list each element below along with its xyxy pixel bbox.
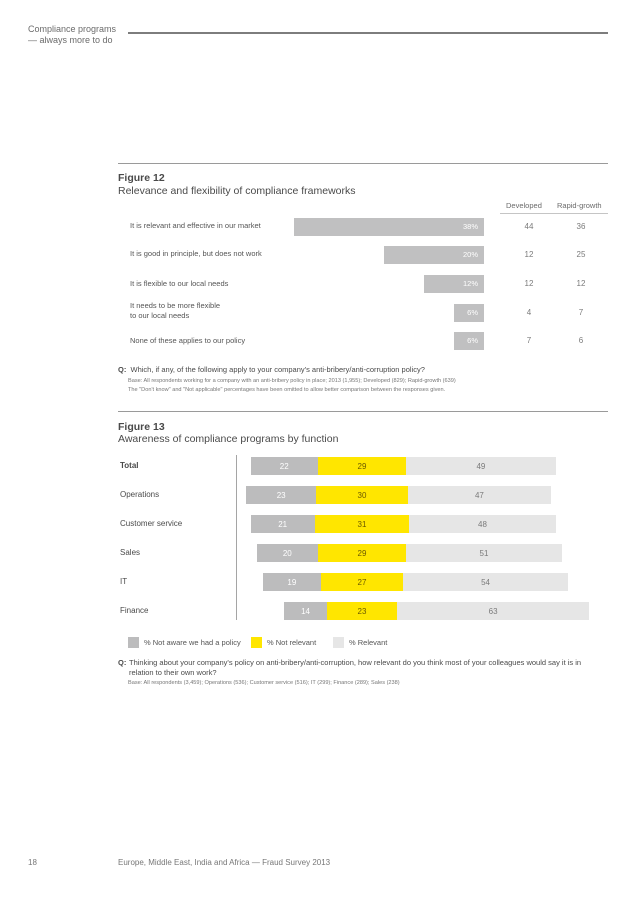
section-title-line2: — always more to do [28,35,113,45]
figure13-axis-line [236,455,237,620]
fig12-developed-value: 7 [526,336,532,345]
segment-not-relevant: 29 [318,544,406,562]
question-line1: Thinking about your company's policy on anti-bribery/anti-corruption, how relevant do you think most of your colleagues would say it is in [129,658,582,667]
segment-not-relevant: 31 [315,515,410,533]
fig12-row-label: None of these applies to our policy [130,336,246,345]
fig12-row-label-line1: It needs to be more flexible [130,301,221,310]
header-rule [128,32,608,34]
page-number: 18 [28,858,37,867]
fig12-bar [424,275,484,293]
fig12-rapid-value: 36 [576,222,586,231]
question-prefix: Q: [118,658,127,667]
figure12-top-rule [118,163,608,164]
fig12-bar-value: 38% [462,222,478,231]
category-label: Finance [120,606,149,615]
figure13-base-note: Base: All respondents (3,459); Operations (536); Customer service (516); IT (299); Finance (289); Sales (238) [128,680,400,686]
category-label: Operations [120,490,160,499]
legend-label-not-relevant: % Not relevant [267,638,317,647]
figure12-title: Relevance and flexibility of compliance frameworks [118,185,356,197]
segment-relevant: 51 [406,544,562,562]
fig12-row-label: It is relevant and effective in our market [130,221,261,230]
segment-not-aware: 20 [257,544,318,562]
figure13-number: Figure 13 [118,421,165,433]
segment-not-aware: 22 [251,457,318,475]
fig12-bar [294,218,484,236]
fig12-rapid-value: 12 [576,279,586,288]
fig12-row-label [130,301,220,321]
section-title-line1: Compliance programs [28,24,117,34]
fig12-bar-value: 12% [462,279,478,288]
segment-not-relevant: 30 [316,486,408,504]
column-header-rule [500,213,608,214]
figure13-legend [128,637,387,648]
segment-not-relevant: 23 [327,602,397,620]
question-text: Which, if any, of the following apply to your company's anti-bribery/anti-corruption policy? [130,365,425,374]
legend-swatch-not-relevant [251,637,262,648]
fig12-rapid-value: 25 [576,250,586,259]
fig12-developed-value: 44 [524,222,534,231]
column-header-developed: Developed [506,201,542,210]
segment-relevant: 48 [409,515,555,533]
legend-label-not-aware: % Not aware we had a policy [144,638,241,647]
figure12-question [118,365,425,374]
column-header-rapid-growth: Rapid-growth [557,201,602,210]
fig12-row-label: It is flexible to our local needs [130,279,229,288]
legend-label-relevant: % Relevant [349,638,388,647]
fig12-developed-value: 12 [524,279,534,288]
base-note-line1: Base: All respondents working for a company with an anti-bribery policy in place; 2013 (1,955); Developed (829); Rapid-growth (639) [128,378,456,384]
segment-relevant: 63 [397,602,589,620]
category-label: IT [120,577,128,586]
category-label: Total [120,461,139,470]
fig12-bar-value: 6% [467,336,478,345]
fig12-bar-value: 20% [462,250,478,259]
fig12-row-label-line2: to our local needs [130,311,190,320]
segment-relevant: 47 [408,486,551,504]
fig12-bar-value: 6% [467,308,478,317]
fig12-row-label: It is good in principle, but does not work [130,249,262,258]
legend-swatch-not-aware [128,637,139,648]
fig12-developed-value: 12 [524,250,534,259]
fig12-rapid-value: 7 [578,308,584,317]
figure13-top-rule [118,411,608,412]
question-line2: relation to their own work? [129,668,217,677]
segment-not-aware: 23 [246,486,316,504]
segment-not-aware: 14 [284,602,327,620]
category-label: Sales [120,548,141,557]
segment-not-aware: 21 [251,515,315,533]
category-label: Customer service [120,519,183,528]
fig12-rapid-value: 6 [578,336,584,345]
fig12-developed-value: 4 [526,308,532,317]
figure12-number: Figure 12 [118,172,165,184]
figure13-question [118,658,608,678]
figure12-base-note [128,377,456,395]
figure13-title: Awareness of compliance programs by function [118,433,339,445]
segment-relevant: 49 [406,457,555,475]
segment-not-aware: 19 [263,573,321,591]
footer-title: Europe, Middle East, India and Africa — Fraud Survey 2013 [118,858,331,867]
segment-not-relevant: 27 [321,573,403,591]
segment-relevant: 54 [403,573,568,591]
segment-not-relevant: 29 [318,457,406,475]
fig12-bar [384,246,484,264]
question-prefix: Q: [118,365,127,374]
base-note-line2: The "Don't know" and "Not applicable" percentages have been omitted to allow better comparison between the responses given. [128,387,446,393]
fig12-bar [454,332,484,350]
legend-swatch-relevant [333,637,344,648]
fig12-bar [454,304,484,322]
section-title [28,24,138,46]
